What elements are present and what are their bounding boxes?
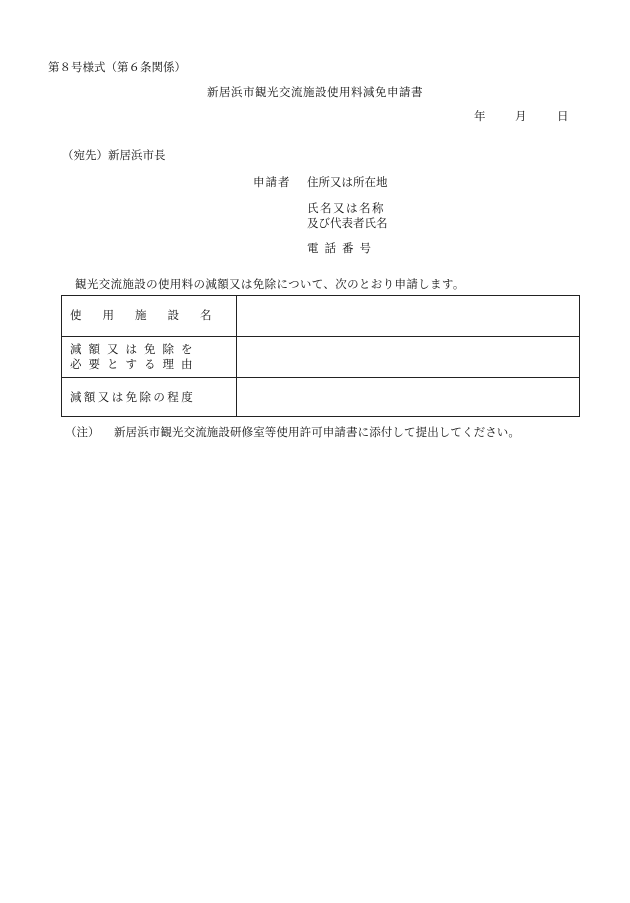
facility-name-label-cell [62,296,237,336]
applicant-label: 申請者 [253,175,291,189]
degree-field[interactable] [237,378,579,416]
date-line [468,111,570,125]
date-day-label: 日 [557,109,569,123]
degree-label: 減額又は免除の程度 [70,390,196,404]
applicant-phone-label: 電話番号 [307,241,377,255]
reason-label-line-2: 必要とする理由 [70,357,200,371]
applicant-address-label: 住所又は所在地 [307,175,388,189]
applicant-representative-label: 及び代表者氏名 [307,216,388,230]
table-row-facility [62,296,579,336]
date-month-label: 月 [515,109,527,123]
table-row-reason [62,336,579,377]
reason-label-cell [62,337,237,377]
reason-label-line-1: 減額又は免除を [70,342,200,356]
applicant-name-label: 氏名又は名称 [307,201,385,215]
note-label: （注） [65,425,100,439]
degree-label-cell [62,378,237,416]
facility-name-label: 使用施設名 [70,308,233,322]
request-statement: 観光交流施設の使用料の減額又は免除について、次のとおり申請します。 [75,277,465,291]
date-year-label: 年 [474,109,486,123]
facility-name-field[interactable] [237,296,579,336]
form-number-label: 第８号様式（第６条関係） [48,60,186,74]
application-table [61,295,580,417]
note-text: 新居浜市観光交流施設研修室等使用許可申請書に添付して提出してください。 [114,425,520,439]
reason-field[interactable] [237,337,579,377]
table-row-degree [62,377,579,416]
addressee: （宛先）新居浜市長 [62,148,166,162]
document-title: 新居浜市観光交流施設使用料減免申請書 [207,85,423,99]
